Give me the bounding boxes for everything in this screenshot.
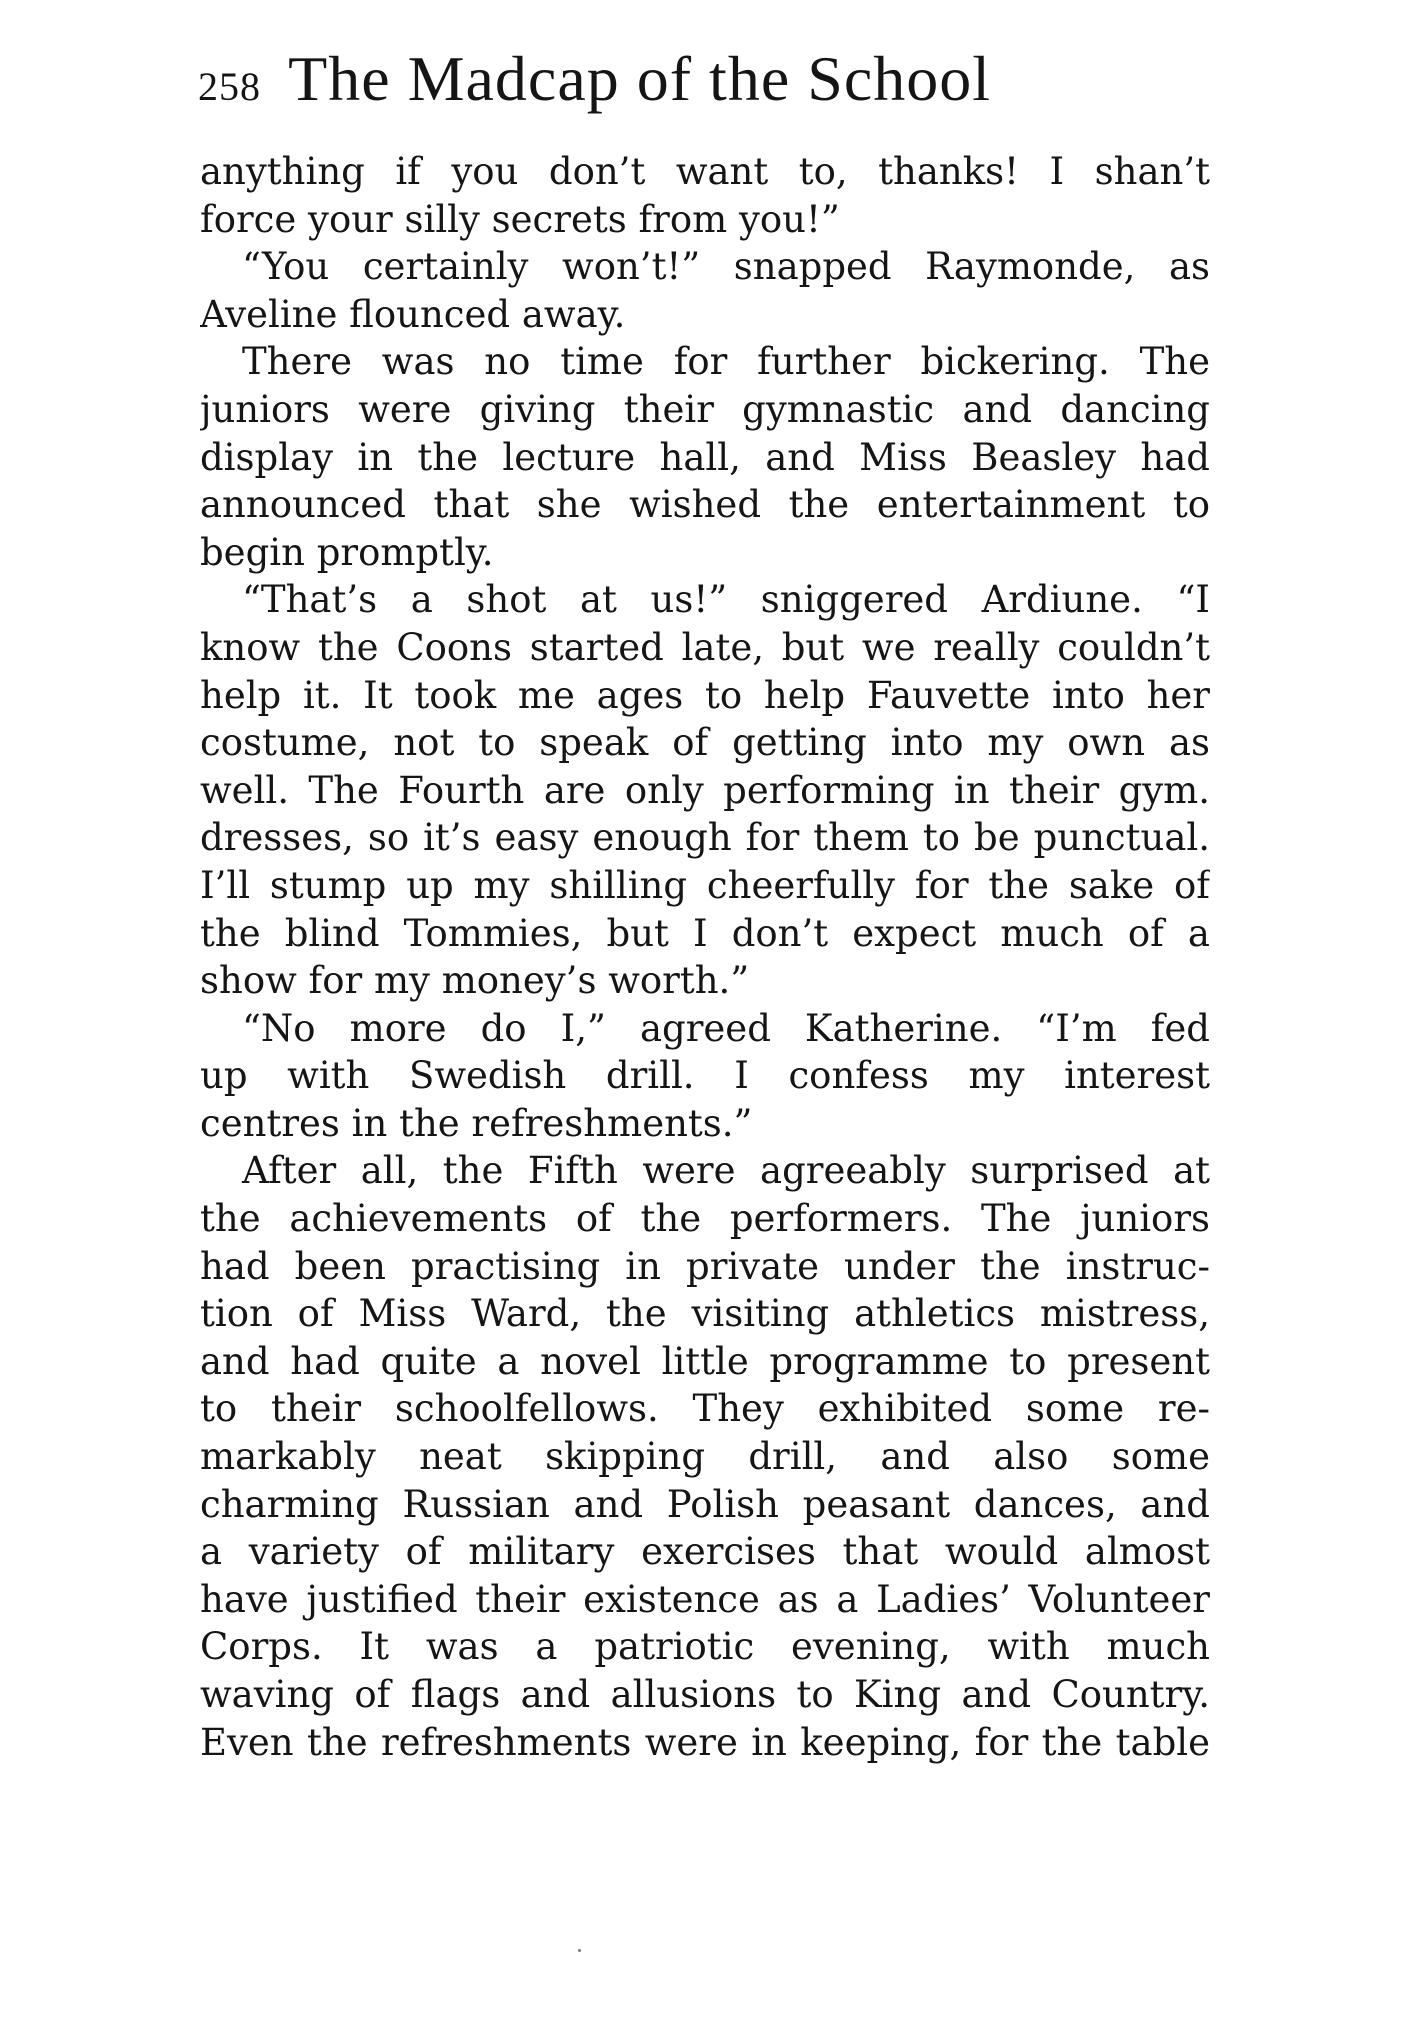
print-speck [578,1949,581,1952]
text-line: begin promptly. [200,530,494,574]
text-line: the blind Tommies, but I don’t expect much of a [200,911,1210,955]
text-line: There was no time for further bickering. The [242,340,1210,384]
body-text [200,148,1210,1766]
text-line: waving of flags and allusions to King and Country. [200,1673,1210,1716]
text-line: display in the lecture hall, and Miss Beasley had [200,435,1210,479]
text-line: Even the refreshments were in keeping, for the table [200,1720,1210,1764]
text-line: had been practising in private under the instruc- [200,1244,1210,1288]
text-line: “That’s a shot at us!” sniggered Ardiune. “I [242,578,1210,622]
text-line: markably neat skipping drill, and also some [200,1435,1210,1479]
text-line: force your silly secrets from you!” [200,197,840,241]
text-line: costume, not to speak of getting into my own as [200,721,1210,765]
text-line: up with Swedish drill. I confess my interest [200,1054,1210,1098]
text-line: tion of Miss Ward, the visiting athletics mistress, [200,1292,1210,1336]
text-line: “You certainly won’t!” snapped Raymonde, as [242,245,1210,289]
text-line: juniors were giving their gymnastic and dancing [200,387,1210,431]
running-title: The Madcap of the School [288,43,991,114]
text-line: announced that she wished the entertainment to [200,483,1210,527]
page-header [198,42,1208,122]
text-line: anything if you don’t want to, thanks! I shan’t [200,150,1210,193]
text-line: to their schoolfellows. They exhibited some re- [200,1387,1210,1431]
page-number: 258 [198,64,261,109]
text-line: the achievements of the performers. The juniors [200,1197,1210,1241]
text-line: centres in the refreshments.” [200,1101,753,1145]
text-line: I’ll stump up my shilling cheerfully for the sake of [200,863,1210,907]
text-line: a variety of military exercises that would almost [200,1530,1210,1574]
text-line: and had quite a novel little programme to present [200,1339,1210,1383]
text-line: help it. It took me ages to help Fauvette into her [200,673,1210,717]
text-line: Corps. It was a patriotic evening, with much [200,1625,1210,1669]
text-line: show for my money’s worth.” [200,959,750,1003]
text-line: “No more do I,” agreed Katherine. “I’m fed [242,1006,1210,1050]
text-line: dresses, so it’s easy enough for them to be punctual. [200,816,1210,860]
text-line: After all, the Fifth were agreeably surprised at [242,1149,1210,1193]
text-line: charming Russian and Polish peasant dances, and [200,1482,1210,1526]
text-line: have justified their existence as a Ladies’ Volunteer [200,1577,1210,1621]
text-line: Aveline flounced away. [200,292,626,336]
text-line: well. The Fourth are only performing in their gym. [200,768,1210,812]
text-line: know the Coons started late, but we really couldn’t [200,625,1210,669]
